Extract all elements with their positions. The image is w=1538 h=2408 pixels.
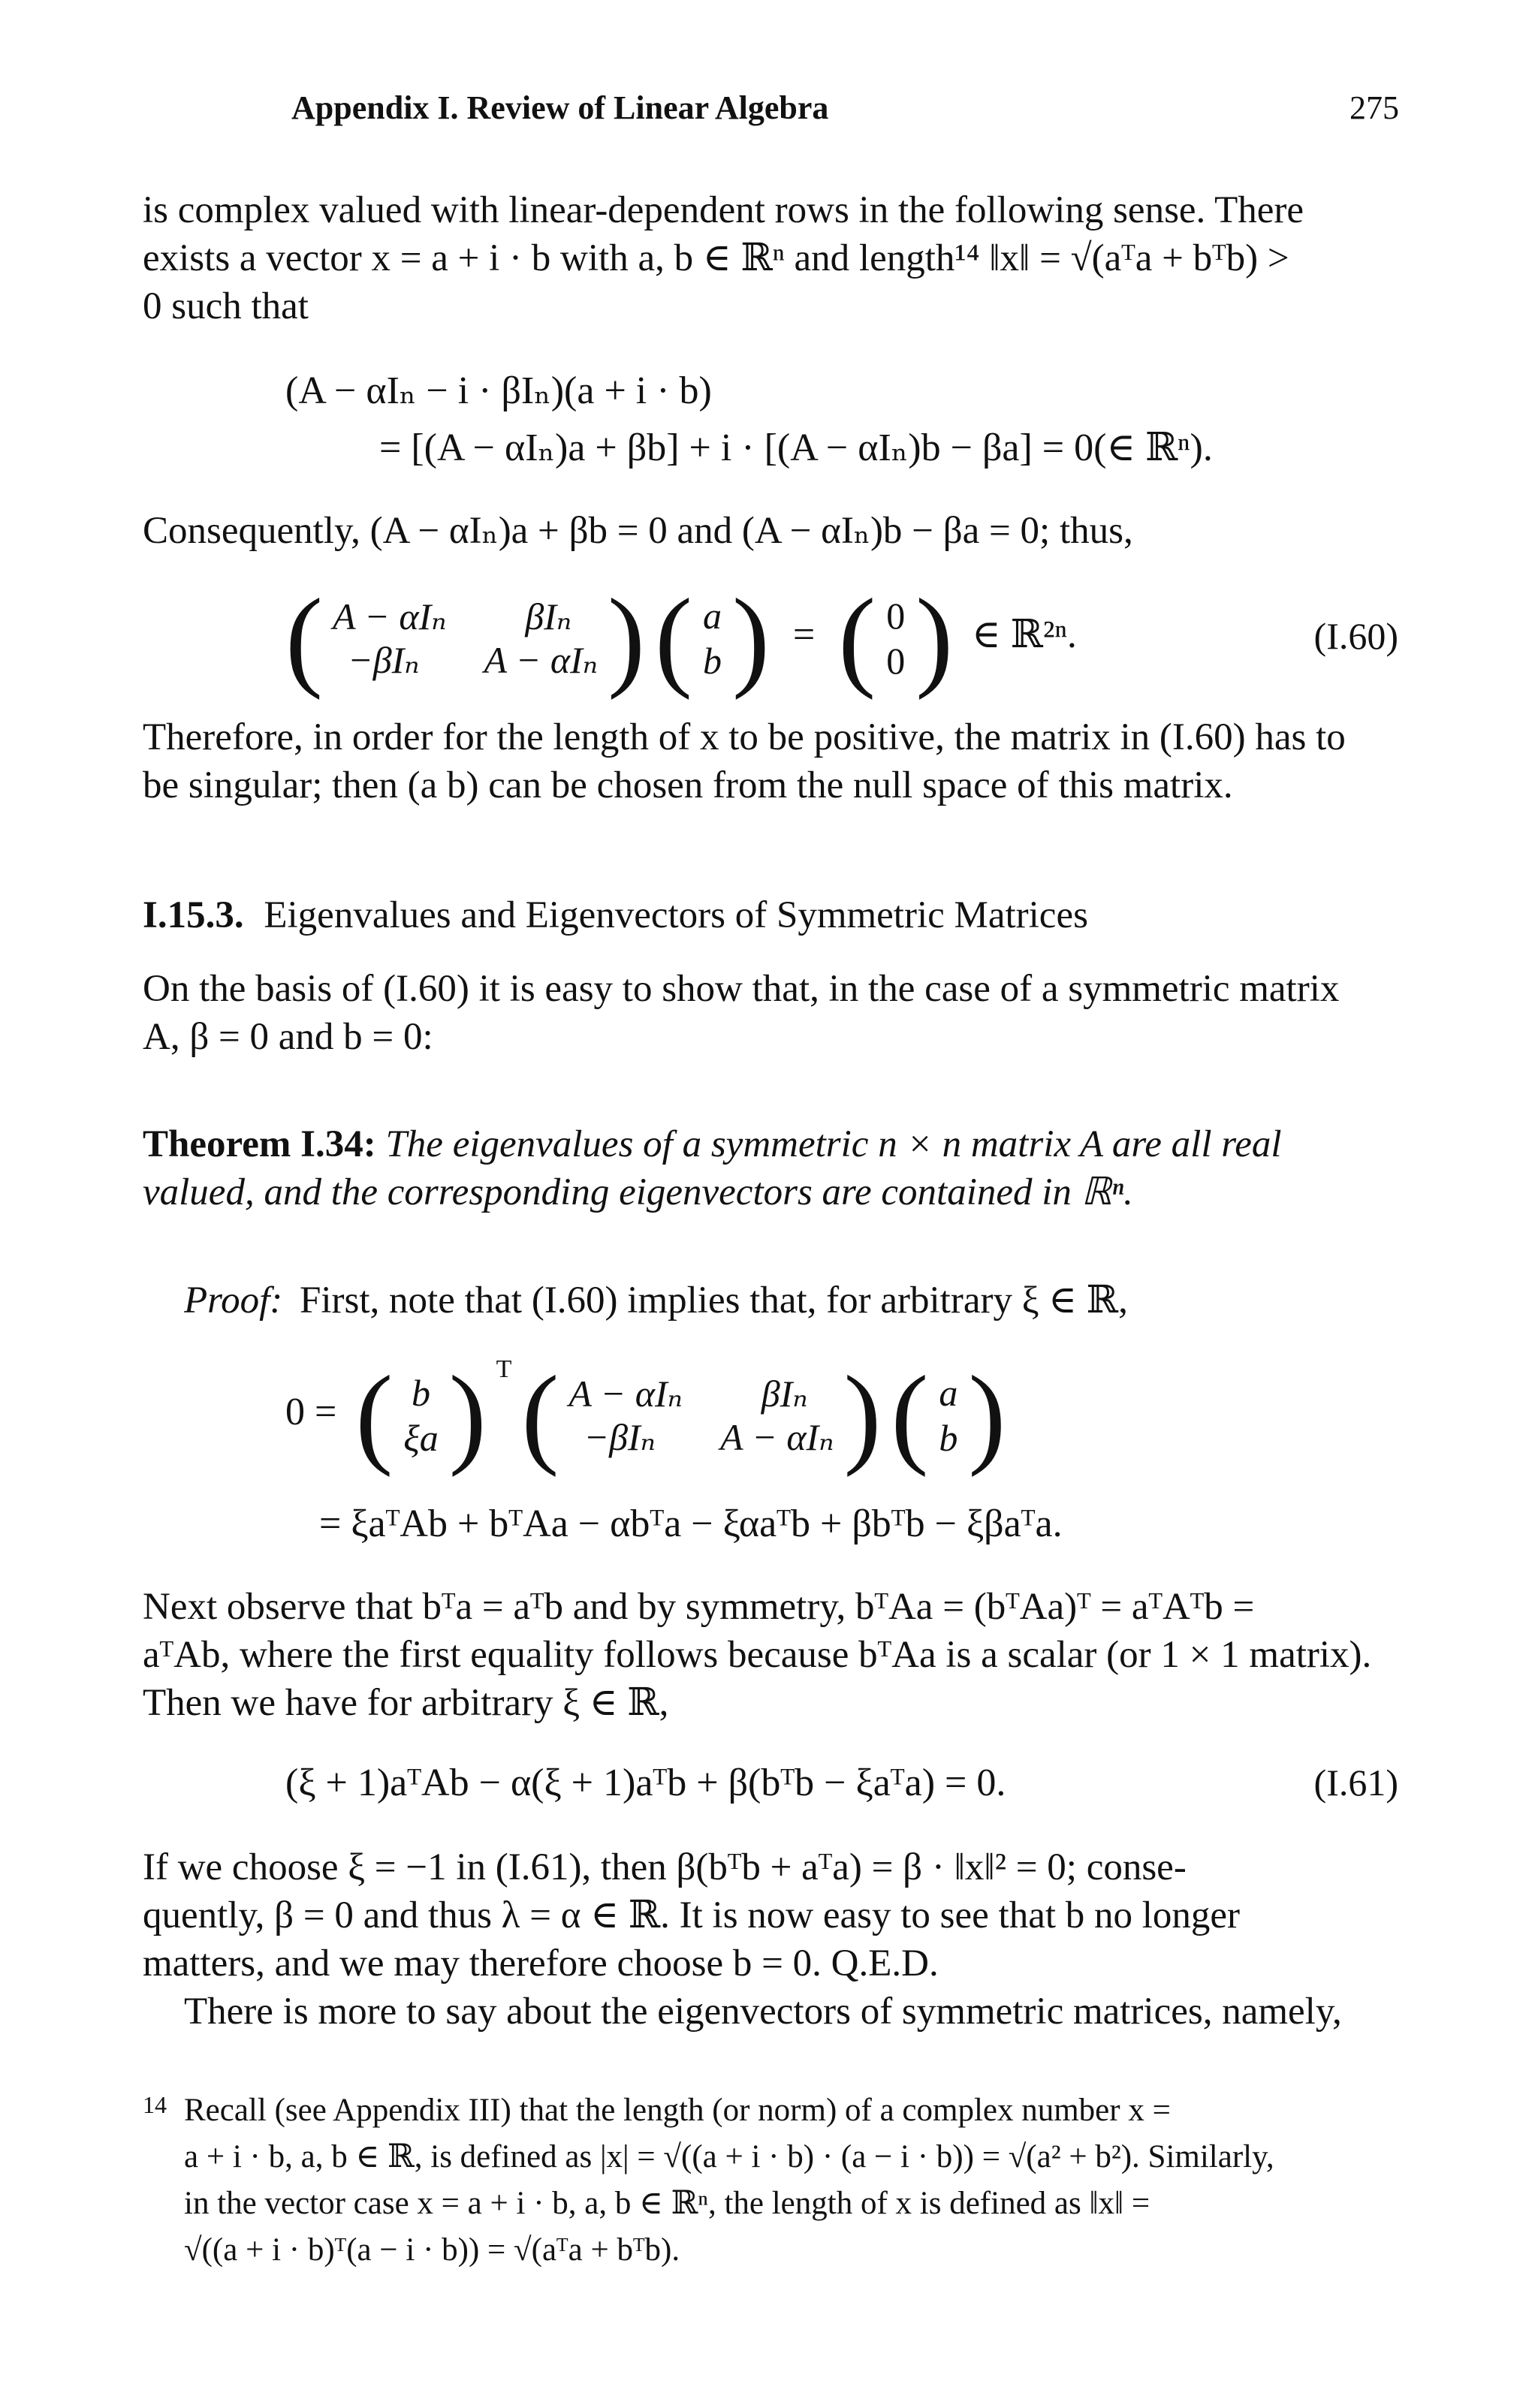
equation-line: = [(A − αIₙ)a + βb] + i · [(A − αIₙ)b − βa] = 0(∈ ℝⁿ). <box>379 426 1213 469</box>
matrix-entry: A − αIₙ <box>484 639 599 681</box>
paragraph-therefore <box>143 713 1398 809</box>
text-line <box>143 1120 1398 1168</box>
paragraph-basis <box>143 965 1398 1061</box>
left-paren: ( <box>891 1353 929 1478</box>
paragraph-intro <box>143 186 1398 330</box>
section-title: Eigenvalues and Eigenvectors of Symmetric Matrices <box>264 894 1088 936</box>
text-line: On the basis of (I.60) it is easy to show that, in the case of a symmetric matrix <box>143 968 1340 1010</box>
vector-entry: b <box>939 1417 958 1459</box>
vector-entry: 0 <box>886 595 906 637</box>
left-paren: ( <box>355 1353 394 1478</box>
equals-sign: = <box>792 613 816 656</box>
text-line: matters, and we may therefore choose b = 0. Q.E.D. <box>143 1942 939 1985</box>
right-paren: ) <box>843 1353 882 1478</box>
text-line: There is more to say about the eigenvectors of symmetric matrices, namely, <box>184 1991 1342 2033</box>
vector-ab <box>702 593 722 683</box>
text-line: If we choose ξ = −1 in (I.61), then β(bᵀb + aᵀa) = β · ‖x‖² = 0; conse- <box>143 1846 1187 1888</box>
equation-line: = ξaᵀAb + bᵀAa − αbᵀa − ξαaᵀb + βbᵀb − ξβaᵀa. <box>319 1502 1063 1545</box>
text-line: quently, β = 0 and thus λ = α ∈ ℝ. It is now easy to see that b no longer <box>143 1894 1241 1936</box>
section-number: I.15.3. <box>143 894 244 936</box>
proof-text: First, note that (I.60) implies that, for arbitrary ξ ∈ ℝ, <box>300 1279 1128 1322</box>
vector-entry: a <box>702 595 722 637</box>
transpose-mark: T <box>496 1355 512 1383</box>
vector-entry: 0 <box>886 640 906 682</box>
text-line: in the vector case x = a + i · b, a, b ∈ ℝⁿ, the length of x is defined as ‖x‖ = <box>184 2186 1150 2221</box>
left-paren: ( <box>521 1353 559 1478</box>
paragraph-consequently <box>143 507 1398 555</box>
equation-number: (I.60) <box>1313 615 1398 657</box>
block-matrix <box>333 595 598 682</box>
zero-vector <box>885 593 906 683</box>
right-paren: ) <box>448 1353 487 1478</box>
left-paren: ( <box>655 576 692 701</box>
text-line <box>143 1168 1398 1216</box>
text-line: Therefore, in order for the length of x to be positive, the matrix in (I.60) has to <box>143 716 1346 758</box>
theorem-text: valued, and the corresponding eigenvectors are contained in ℝⁿ. <box>143 1171 1133 1213</box>
right-paren: ) <box>915 576 954 701</box>
paragraph-choose <box>143 1843 1398 2036</box>
matrix-entry: βIₙ <box>761 1373 808 1415</box>
equation-proof <box>285 1353 1006 1478</box>
theorem-I34 <box>143 1120 1398 1216</box>
running-title: Appendix I. Review of Linear Algebra <box>291 89 829 126</box>
theorem-label: Theorem I.34: <box>143 1123 376 1165</box>
section-heading <box>143 894 1088 937</box>
right-paren: ) <box>731 576 770 701</box>
text-line: aᵀAb, where the first equality follows because bᵀAa is a scalar (or 1 × 1 matrix). <box>143 1634 1372 1676</box>
text-line: is complex valued with linear-dependent rows in the following sense. There <box>143 189 1304 231</box>
vector-entry: b <box>702 640 722 682</box>
text-line: 0 such that <box>143 285 309 327</box>
theorem-text: The eigenvalues of a symmetric n × n matrix A are all real <box>385 1123 1282 1165</box>
left-paren: ( <box>285 576 323 701</box>
paragraph-next-observe <box>143 1583 1398 1727</box>
right-paren: ) <box>968 1353 1006 1478</box>
vector-entry: a <box>939 1372 958 1414</box>
equation-I60 <box>285 576 1077 701</box>
equation-number: (I.61) <box>1313 1762 1398 1804</box>
footnote-marker: 14 <box>143 2091 167 2118</box>
matrix-entry: −βIₙ <box>347 639 420 681</box>
equation-line: (A − αIₙ − i · βIₙ)(a + i · b) <box>285 369 712 412</box>
text-line: Consequently, (A − αIₙ)a + βb = 0 and (A − αIₙ)b − βa = 0; thus, <box>143 510 1133 552</box>
left-paren: ( <box>838 576 876 701</box>
vector-entry: b <box>411 1372 430 1414</box>
text-line: √((a + i · b)ᵀ(a − i · b)) = √(aᵀa + bᵀb). <box>184 2232 680 2268</box>
right-paren: ) <box>608 576 645 701</box>
text-line: a + i · b, a, b ∈ ℝ, is defined as |x| = √((a + i · b) · (a − i · b)) = √(a² + b²). Similarly, <box>184 2139 1274 2174</box>
equation-lhs: 0 = <box>285 1390 337 1433</box>
matrix-entry: A − αIₙ <box>332 595 447 637</box>
text-line: Next observe that bᵀa = aᵀb and by symmetry, bᵀAa = (bᵀAa)ᵀ = aᵀAᵀb = <box>143 1586 1255 1628</box>
footnote-14 <box>143 2087 1398 2274</box>
page-header <box>291 89 1399 134</box>
equation-I61: (ξ + 1)aᵀAb − α(ξ + 1)aᵀb + β(bᵀb − ξaᵀa) = 0. <box>285 1762 1006 1804</box>
text-line: be singular; then (a b) can be chosen from the null space of this matrix. <box>143 764 1233 806</box>
proof-label: Proof: <box>184 1279 283 1322</box>
page-number: 275 <box>1350 89 1399 126</box>
matrix-entry: βIₙ <box>525 595 572 637</box>
vector-entry: ξa <box>403 1417 439 1459</box>
vector-b-xi-a <box>403 1370 439 1460</box>
text-line <box>184 1276 1398 1325</box>
text-line: A, β = 0 and b = 0: <box>143 1016 433 1058</box>
text-line: Then we have for arbitrary ξ ∈ ℝ, <box>143 1682 669 1724</box>
text-line: Recall (see Appendix III) that the length (or norm) of a complex number x = <box>184 2093 1171 2128</box>
equation-tail: ∈ ℝ²ⁿ. <box>972 613 1077 656</box>
vector-ab <box>938 1370 958 1460</box>
block-matrix <box>568 1372 834 1459</box>
matrix-entry: A − αIₙ <box>719 1416 834 1458</box>
text-line: exists a vector x = a + i · b with a, b ∈ ℝⁿ and length¹⁴ ‖x‖ = √(aᵀa + bᵀb) > <box>143 237 1289 279</box>
matrix-entry: A − αIₙ <box>568 1373 683 1415</box>
matrix-entry: −βIₙ <box>584 1416 656 1458</box>
proof-intro <box>184 1276 1398 1325</box>
